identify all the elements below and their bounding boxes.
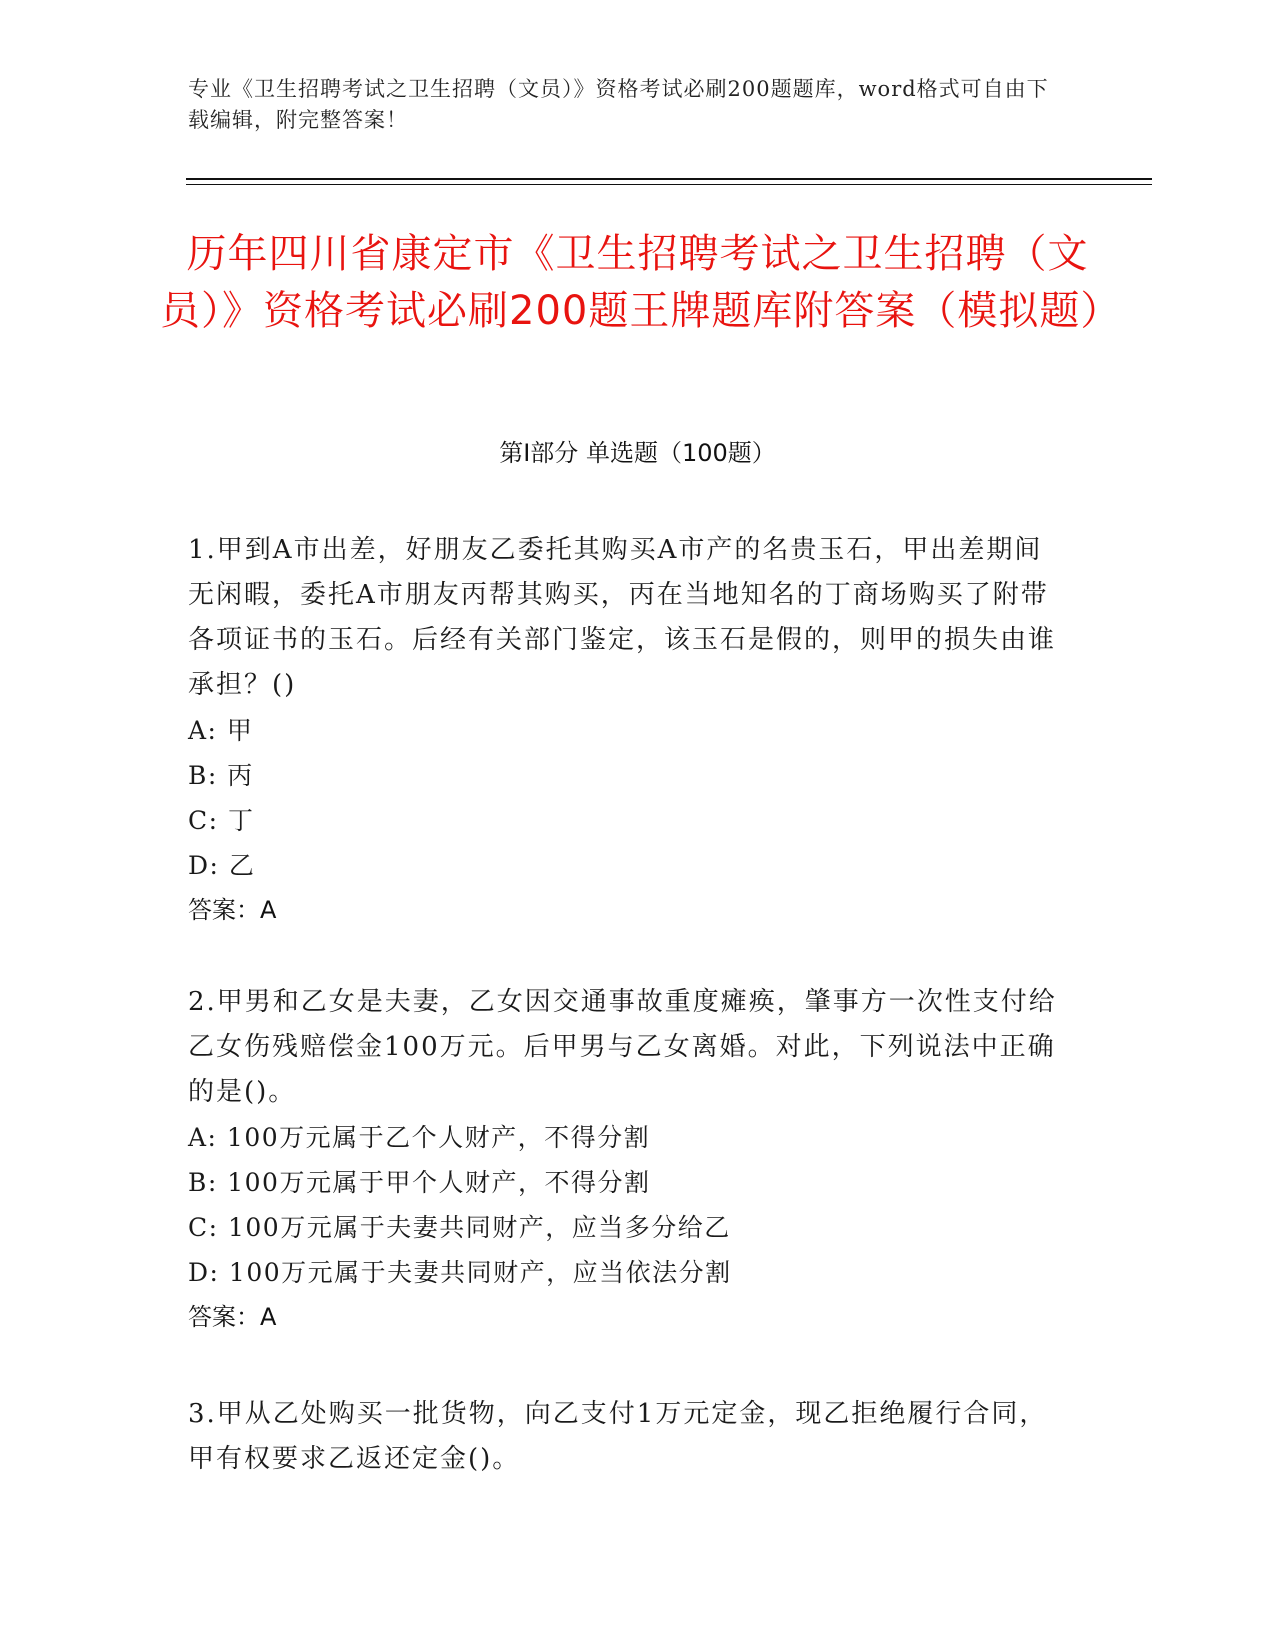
header-divider-thin <box>186 184 1152 185</box>
question-stem: 1.甲到A市出差，好朋友乙委托其购买A市产的名贵玉石，甲出差期间无闲暇，委托A市朋友丙帮其购买，丙在当地知名的丁商场购买了附带各项证书的玉石。后经有关部门鉴定，该玉石是假的，则甲的损失由谁承担？() <box>188 535 1057 700</box>
option-c: C: 丁 <box>188 806 255 835</box>
option-a: A: 甲 <box>188 716 254 745</box>
option-c: C: 100万元属于夫妻共同财产，应当多分给乙 <box>188 1213 731 1242</box>
question-3 <box>188 1392 1068 1482</box>
option-d: D: 乙 <box>188 851 256 880</box>
option-d: D: 100万元属于夫妻共同财产，应当依法分割 <box>188 1258 732 1287</box>
question-2 <box>188 980 1068 1340</box>
option-b: B: 丙 <box>188 761 254 790</box>
header-note: 专业《卫生招聘考试之卫生招聘（文员）》资格考试必刷200题题库，word格式可自由下载编辑，附完整答案！ <box>188 77 1049 132</box>
question-stem: 2.甲男和乙女是夫妻，乙女因交通事故重度瘫痪，肇事方一次性支付给乙女伤残赔偿金100万元。后甲男与乙女离婚。对此，下列说法中正确的是()。 <box>188 987 1057 1107</box>
document-title: 历年四川省康定市《卫生招聘考试之卫生招聘（文员）》资格考试必刷200题王牌题库附答案（模拟题） <box>160 231 1122 334</box>
section-heading: 第I部分 单选题（100题） <box>499 439 776 467</box>
option-a: A: 100万元属于乙个人财产，不得分割 <box>188 1123 651 1152</box>
header-divider-thick <box>186 178 1152 180</box>
question-stem: 3.甲从乙处购买一批货物，向乙支付1万元定金，现乙拒绝履行合同，甲有权要求乙返还定金()。 <box>188 1399 1048 1474</box>
answer-label: 答案：A <box>188 896 277 924</box>
answer-label: 答案：A <box>188 1303 277 1331</box>
question-1 <box>188 528 1068 933</box>
option-b: B: 100万元属于甲个人财产，不得分割 <box>188 1168 651 1197</box>
